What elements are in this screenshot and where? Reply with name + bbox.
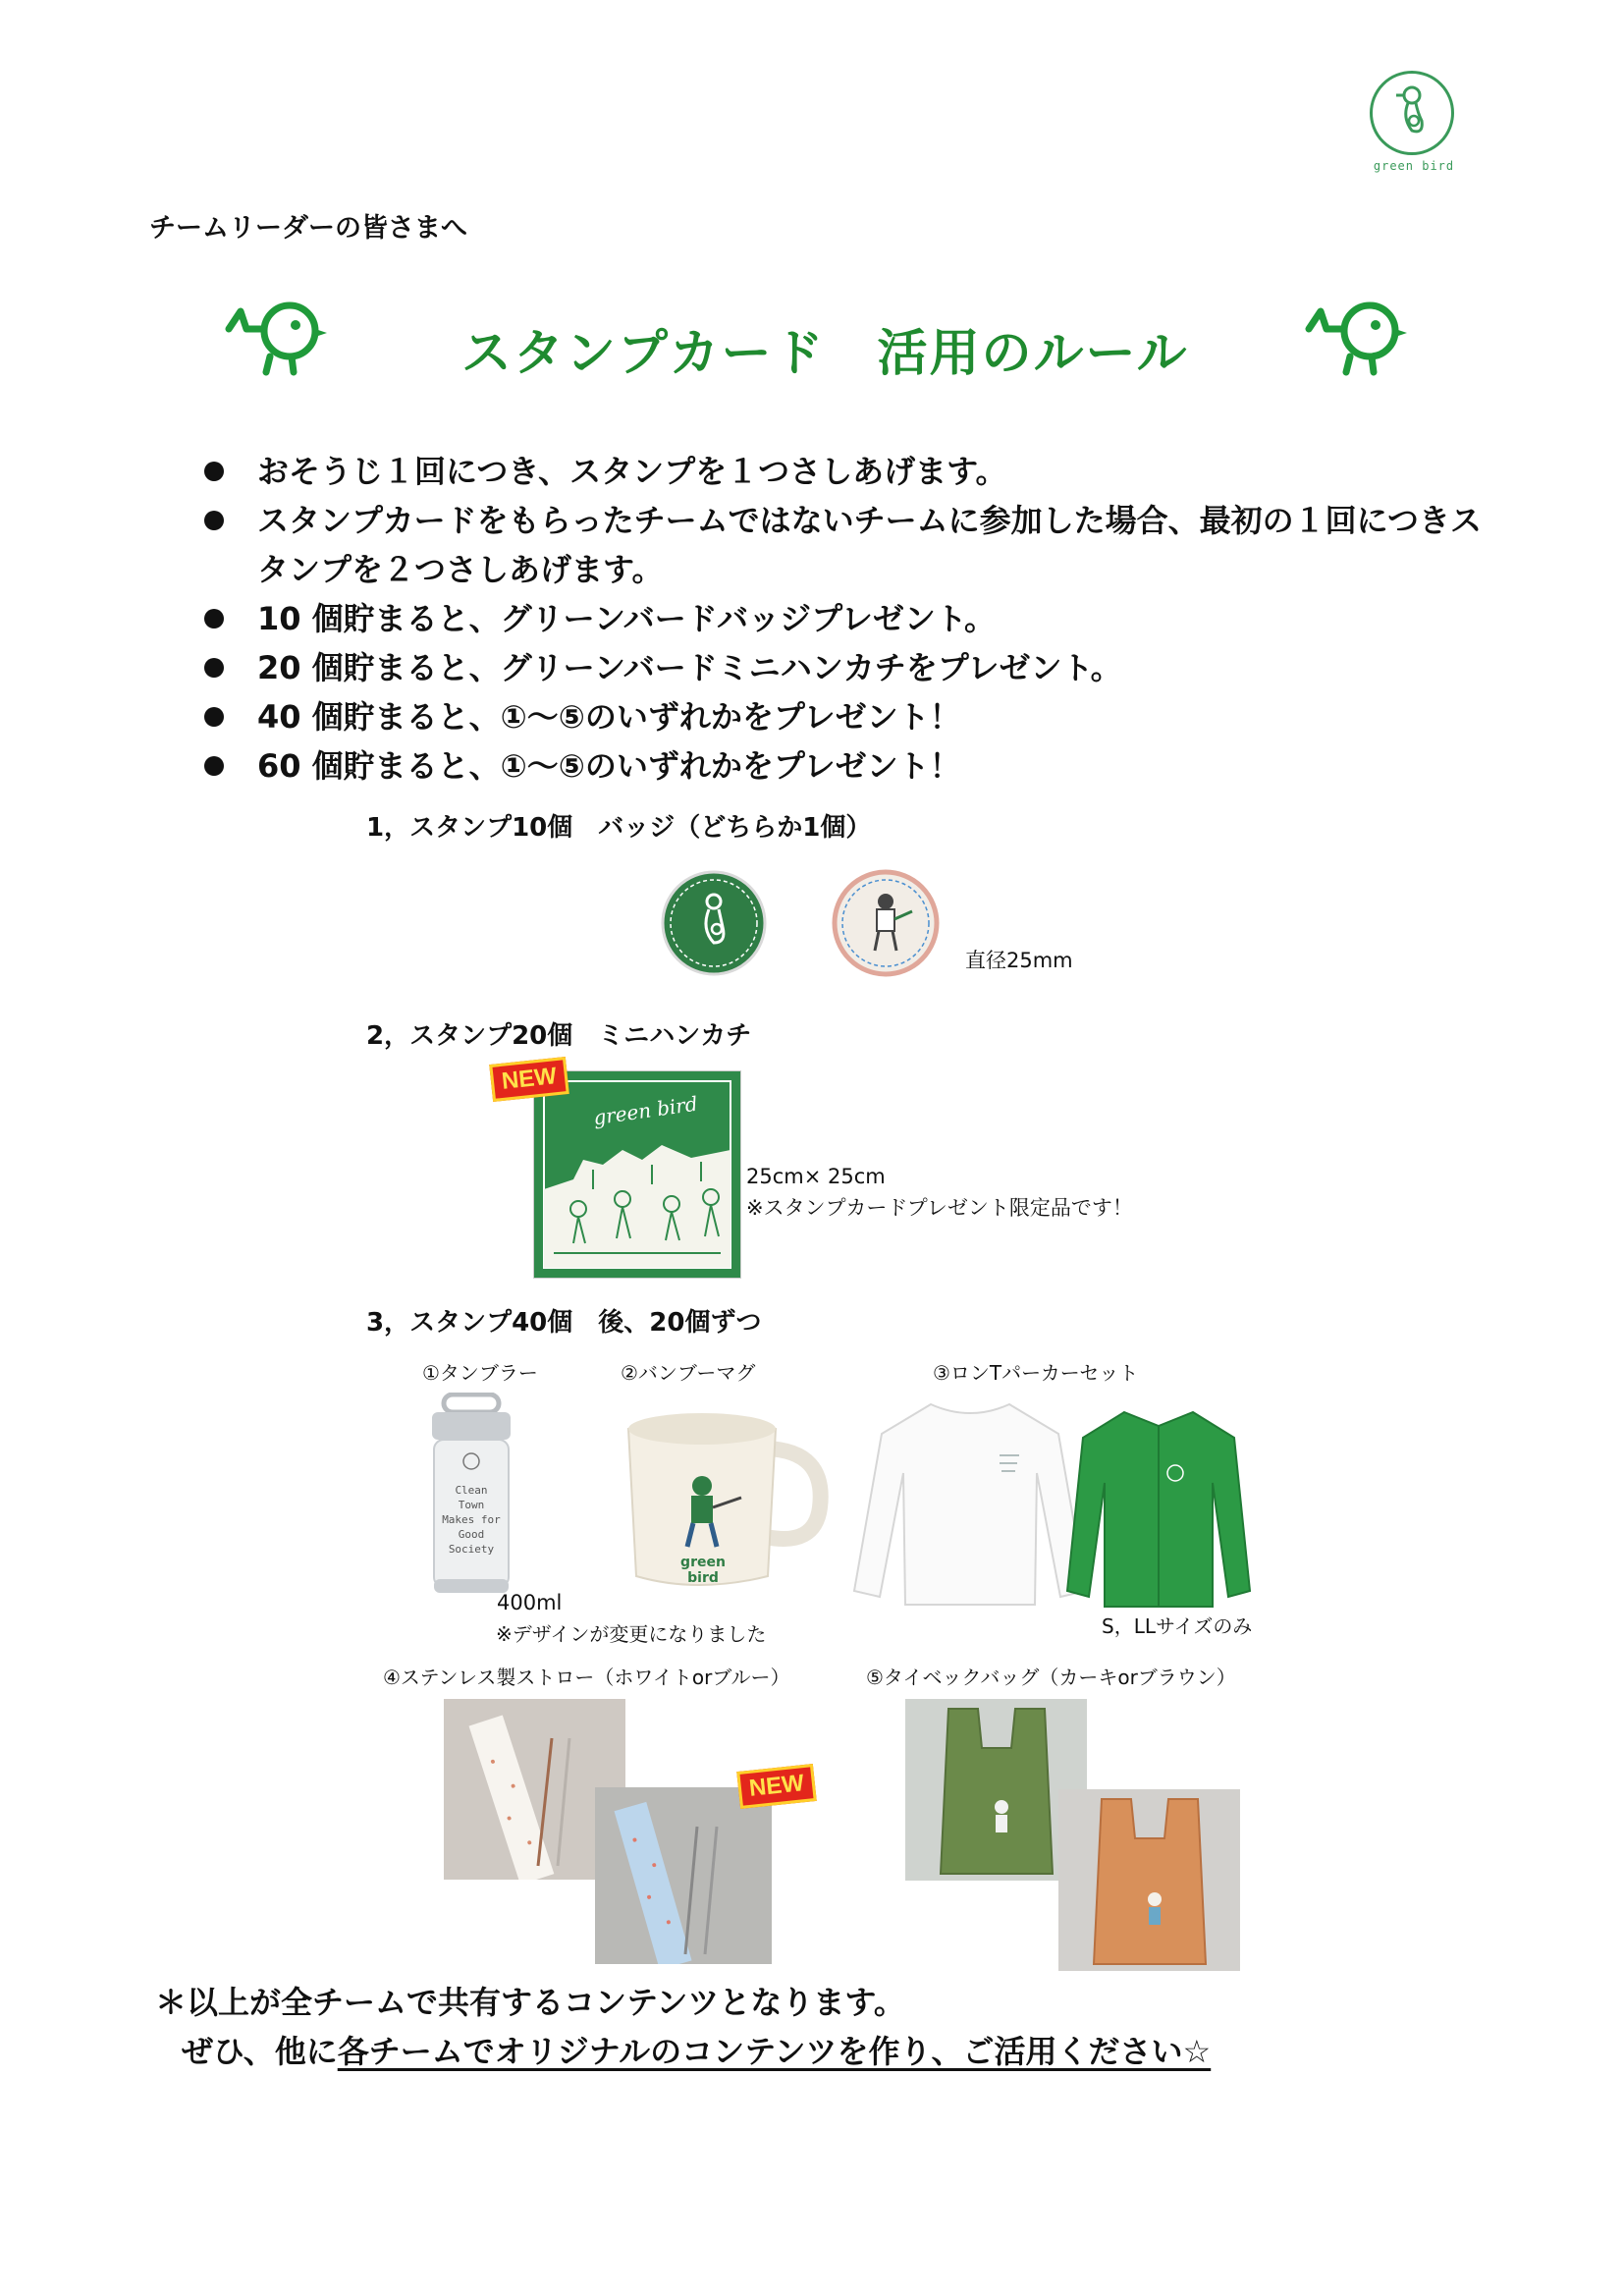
tumbler-capacity: 400ml <box>497 1591 563 1614</box>
footer-line1: ＊以上が全チームで共有するコンテンツとなります。 <box>155 1984 905 2021</box>
parka-image <box>1065 1404 1252 1611</box>
handkerchief-image <box>533 1070 741 1279</box>
item-label-shirt-set: ③ロンTパーカーセット <box>933 1361 1139 1385</box>
straw-blue-image <box>595 1787 772 1964</box>
footer-line2 <box>182 2027 1211 2072</box>
new-badge: NEW <box>489 1057 569 1102</box>
bag-brown-art <box>1058 1789 1240 1971</box>
parka-art <box>1065 1404 1252 1611</box>
item-label-tumbler: ①タンブラー <box>422 1361 538 1385</box>
rules-list <box>196 447 1512 791</box>
footer-line2-prefix: ぜひ、他に <box>182 2033 338 2070</box>
rule-item: 60 個貯まると、①～⑤のいずれかをプレゼント！ <box>196 741 1512 791</box>
rule-item: 40 個貯まると、①～⑤のいずれかをプレゼント！ <box>196 692 1512 741</box>
section2-heading: 2，スタンプ20個 ミニハンカチ <box>366 1021 752 1051</box>
item-label-straw: ④ステンレス製ストロー（ホワイトorブルー） <box>383 1666 790 1689</box>
handkerchief-size: 25cm× 25cm <box>746 1165 886 1188</box>
bullet-icon <box>204 609 224 629</box>
bird-left-icon <box>221 300 329 378</box>
long-tshirt-art <box>852 1394 1088 1611</box>
tumbler-image <box>422 1393 520 1599</box>
bird-g-icon <box>1373 74 1451 152</box>
logo-circle <box>1370 71 1454 155</box>
bird-right-icon <box>1301 300 1409 378</box>
badge-green-image <box>660 864 768 977</box>
logo-wordmark: green bird <box>1373 159 1455 173</box>
badge-size: 直径25mm <box>965 949 1073 972</box>
rule-item: 10 個貯まると、グリーンバードバッジプレゼント。 <box>196 594 1512 643</box>
new-badge-straw: NEW <box>736 1764 817 1809</box>
bullet-icon <box>204 707 224 727</box>
item-label-mug: ②バンブーマグ <box>621 1361 756 1385</box>
tumbler-note: ※デザインが変更になりました <box>496 1622 767 1646</box>
bag-brown-image <box>1058 1789 1240 1971</box>
footer-line2-underlined: 各チームでオリジナルのコンテンツを作り、ご活用ください☆ <box>337 2033 1212 2070</box>
straw-blue-art <box>595 1787 772 1964</box>
page-title: スタンプカード 活用のルール <box>461 325 1189 383</box>
section1-heading: 1，スタンプ10個 バッジ（どちらか1個） <box>366 813 872 843</box>
bullet-icon <box>204 462 224 481</box>
badge-illustration-image <box>832 864 940 977</box>
item-label-bag: ⑤タイベックバッグ（カーキorブラウン） <box>866 1666 1236 1689</box>
mug-text: green bird <box>680 1555 726 1586</box>
greeting: チームリーダーの皆さまへ <box>149 213 467 244</box>
bullet-icon <box>204 658 224 678</box>
parka-note: S，LLサイズのみ <box>1102 1614 1253 1638</box>
rule-item: 20 個貯まると、グリーンバードミニハンカチをプレゼント。 <box>196 643 1512 692</box>
rule-item: おそうじ１回につき、スタンプを１つさしあげます。 <box>196 447 1512 496</box>
greenbird-logo <box>1370 71 1458 179</box>
handkerchief-note: ※スタンプカードプレゼント限定品です！ <box>746 1196 1133 1220</box>
rule-item: スタンプカードをもらったチームではないチームに参加した場合、最初の１回につきスタンプを２つさしあげます。 <box>196 496 1512 594</box>
tumbler-text: Clean Town Makes for Good Society <box>442 1484 501 1556</box>
section3-heading: 3，スタンプ40個 後、20個ずつ <box>366 1308 762 1338</box>
mug-image <box>619 1399 830 1596</box>
bullet-icon <box>204 511 224 530</box>
bullet-icon <box>204 756 224 776</box>
long-tshirt-image <box>852 1394 1088 1611</box>
handkerchief-text: green bird <box>591 1091 699 1130</box>
